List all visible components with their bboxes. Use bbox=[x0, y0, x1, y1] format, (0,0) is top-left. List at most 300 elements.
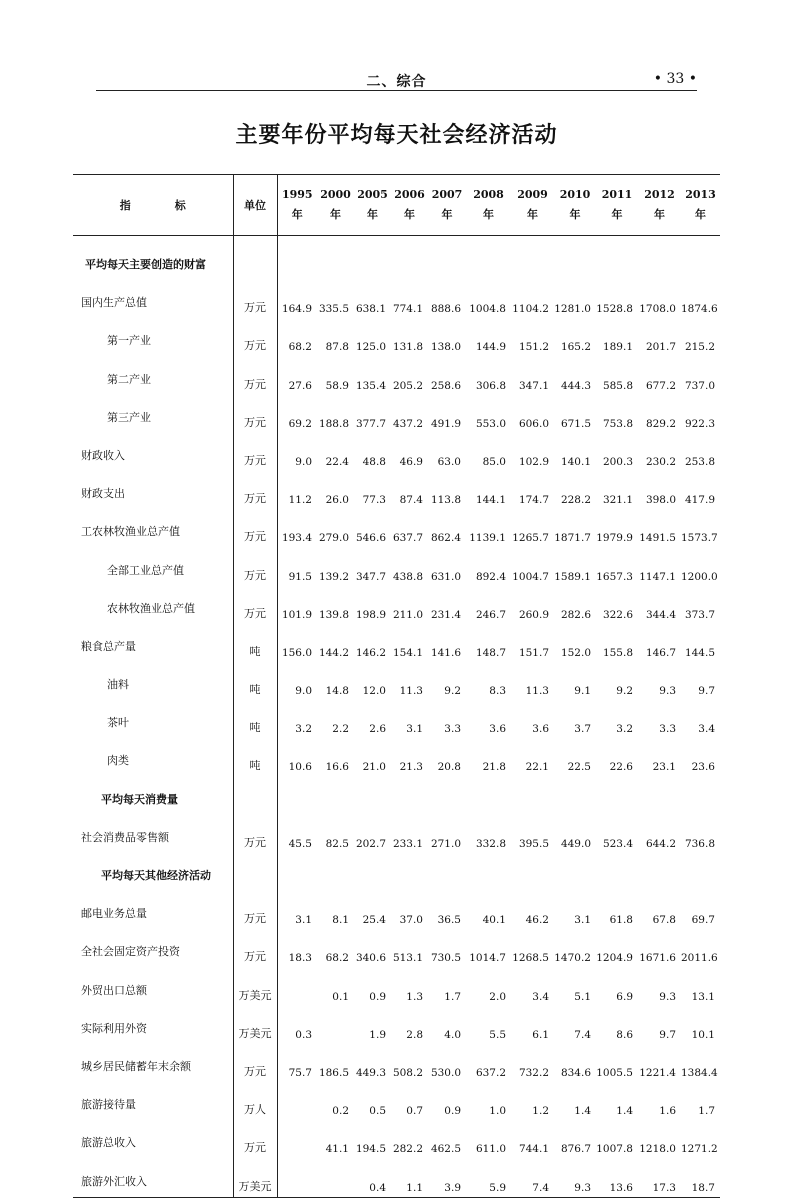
value-cell: 189.1 bbox=[602, 341, 633, 354]
value-cell: 0.1 bbox=[332, 990, 349, 1003]
value-cell: 1014.7 bbox=[469, 952, 506, 965]
indicator-label: 平均每天其他经济活动 bbox=[73, 853, 233, 891]
value-cell: 6.9 bbox=[616, 990, 633, 1003]
value-cell: 753.8 bbox=[602, 417, 633, 430]
section-row bbox=[73, 776, 720, 814]
value-cell: 417.9 bbox=[684, 494, 715, 507]
value-cell: 198.9 bbox=[355, 608, 386, 621]
table-row bbox=[73, 280, 720, 318]
indicator-label: 平均每天主要创造的财富 bbox=[73, 236, 233, 281]
year-suffix: 年 bbox=[367, 208, 378, 221]
value-cell: 1573.7 bbox=[681, 532, 718, 545]
indicator-label: 城乡居民储蓄年末余额 bbox=[73, 1044, 233, 1082]
value-cell bbox=[638, 776, 681, 814]
value-cell: 82.5 bbox=[325, 837, 349, 850]
value-cell: 26.0 bbox=[325, 494, 349, 507]
value-cell: 113.8 bbox=[430, 494, 461, 507]
value-cell: 1979.9 bbox=[596, 532, 633, 545]
value-cell: 77.3 bbox=[362, 494, 386, 507]
value-cell: 736.8 bbox=[684, 837, 715, 850]
value-cell: 139.2 bbox=[318, 570, 349, 583]
value-cell: 437.2 bbox=[392, 417, 423, 430]
value-cell bbox=[466, 776, 511, 814]
value-cell: 1.4 bbox=[574, 1105, 591, 1118]
year-suffix: 年 bbox=[404, 208, 415, 221]
value-cell: 102.9 bbox=[518, 455, 549, 468]
value-cell: 644.2 bbox=[645, 837, 676, 850]
value-cell: 2.6 bbox=[369, 723, 386, 736]
value-cell: 154.1 bbox=[392, 646, 423, 659]
table-row bbox=[73, 1006, 720, 1044]
year-suffix: 年 bbox=[330, 208, 341, 221]
section-title: 二、综合 bbox=[366, 74, 427, 90]
year-header bbox=[428, 175, 466, 236]
value-cell: 246.7 bbox=[475, 608, 506, 621]
value-cell bbox=[354, 236, 391, 281]
value-cell: 10.6 bbox=[288, 761, 312, 774]
value-cell: 18.7 bbox=[681, 1158, 720, 1197]
table-row bbox=[73, 662, 720, 700]
value-cell: 2.0 bbox=[489, 990, 506, 1003]
value-cell: 279.0 bbox=[318, 532, 349, 545]
value-cell: 1104.2 bbox=[512, 303, 549, 316]
value-cell: 3.2 bbox=[616, 723, 633, 736]
value-cell: 46.9 bbox=[399, 455, 423, 468]
value-cell: 347.7 bbox=[355, 570, 386, 583]
value-cell: 449.3 bbox=[355, 1066, 386, 1079]
value-cell: 553.0 bbox=[475, 417, 506, 430]
value-cell bbox=[511, 776, 554, 814]
value-cell: 91.5 bbox=[288, 570, 312, 583]
value-cell bbox=[511, 236, 554, 281]
value-cell: 4.0 bbox=[444, 1028, 461, 1041]
value-cell: 11.3 bbox=[525, 685, 549, 698]
value-cell: 45.5 bbox=[288, 837, 312, 850]
value-cell: 11.3 bbox=[399, 685, 423, 698]
value-cell: 201.7 bbox=[645, 341, 676, 354]
value-cell: 1470.2 bbox=[554, 952, 591, 965]
year-number: 2011 bbox=[601, 188, 633, 201]
value-cell bbox=[354, 776, 391, 814]
year-suffix: 年 bbox=[569, 208, 581, 221]
value-cell bbox=[277, 853, 317, 891]
value-cell: 188.8 bbox=[318, 417, 349, 430]
value-cell: 1.4 bbox=[616, 1105, 633, 1118]
year-number: 2009 bbox=[517, 188, 548, 201]
value-cell: 21.0 bbox=[362, 761, 386, 774]
value-cell: 0.9 bbox=[444, 1105, 461, 1118]
year-suffix: 年 bbox=[441, 208, 453, 221]
year-suffix: 年 bbox=[654, 208, 665, 221]
value-cell bbox=[277, 1082, 317, 1120]
value-cell: 22.5 bbox=[567, 761, 591, 774]
value-cell: 1.7 bbox=[698, 1105, 715, 1118]
value-cell: 444.3 bbox=[560, 379, 591, 392]
year-header bbox=[354, 175, 391, 236]
value-cell: 85.0 bbox=[482, 455, 506, 468]
section-row bbox=[73, 853, 720, 891]
value-cell: 140.1 bbox=[560, 455, 591, 468]
indicator-label: 旅游外汇收入 bbox=[73, 1158, 233, 1197]
value-cell: 13.6 bbox=[596, 1158, 638, 1197]
value-cell: 68.2 bbox=[288, 341, 312, 354]
value-cell: 165.2 bbox=[560, 341, 591, 354]
value-cell: 508.2 bbox=[392, 1066, 423, 1079]
unit-cell bbox=[233, 236, 277, 281]
value-cell: 373.7 bbox=[684, 608, 715, 621]
table-row bbox=[73, 891, 720, 929]
value-cell: 829.2 bbox=[645, 417, 676, 430]
value-cell: 0.4 bbox=[354, 1158, 391, 1197]
value-cell: 1139.1 bbox=[469, 532, 506, 545]
value-cell: 1708.0 bbox=[639, 303, 676, 316]
value-cell: 491.9 bbox=[430, 417, 461, 430]
table-row bbox=[73, 624, 720, 662]
value-cell bbox=[554, 853, 596, 891]
value-cell: 606.0 bbox=[518, 417, 549, 430]
value-cell: 101.9 bbox=[281, 608, 312, 621]
indicator-label: 农林牧渔业总产值 bbox=[73, 586, 233, 624]
table-row bbox=[73, 1082, 720, 1120]
value-cell: 21.3 bbox=[399, 761, 423, 774]
year-header bbox=[596, 175, 638, 236]
year-number: 2012 bbox=[644, 188, 675, 201]
value-cell: 8.1 bbox=[332, 914, 349, 927]
value-cell: 8.6 bbox=[616, 1028, 633, 1041]
value-cell: 3.4 bbox=[532, 990, 549, 1003]
value-cell: 1874.6 bbox=[681, 303, 718, 316]
value-cell: 2.8 bbox=[406, 1028, 423, 1041]
value-cell: 523.4 bbox=[602, 837, 633, 850]
value-cell bbox=[596, 236, 638, 281]
value-cell: 282.2 bbox=[392, 1143, 423, 1156]
value-cell bbox=[354, 853, 391, 891]
unit-cell: 万元 bbox=[233, 433, 277, 471]
value-cell: 1.0 bbox=[489, 1105, 506, 1118]
value-cell: 3.7 bbox=[574, 723, 591, 736]
indicator-label: 第二产业 bbox=[73, 356, 233, 394]
value-cell: 58.9 bbox=[325, 379, 349, 392]
table-row bbox=[73, 738, 720, 776]
table-row bbox=[73, 509, 720, 547]
unit-cell: 吨 bbox=[233, 624, 277, 662]
value-cell: 10.1 bbox=[691, 1028, 715, 1041]
value-cell: 16.6 bbox=[325, 761, 349, 774]
value-cell: 21.8 bbox=[482, 761, 506, 774]
value-cell: 9.3 bbox=[554, 1158, 596, 1197]
value-cell: 2011.6 bbox=[681, 952, 718, 965]
value-cell: 131.8 bbox=[392, 341, 423, 354]
value-cell: 1.2 bbox=[532, 1105, 549, 1118]
value-cell: 144.5 bbox=[684, 646, 715, 659]
indicator-label: 实际利用外资 bbox=[73, 1006, 233, 1044]
value-cell bbox=[391, 853, 428, 891]
value-cell: 737.0 bbox=[684, 379, 715, 392]
value-cell: 1.9 bbox=[369, 1028, 386, 1041]
value-cell: 144.1 bbox=[475, 494, 506, 507]
table-row bbox=[73, 318, 720, 356]
value-cell: 260.9 bbox=[518, 608, 549, 621]
value-cell: 135.4 bbox=[355, 379, 386, 392]
unit-cell: 万元 bbox=[233, 815, 277, 853]
value-cell: 12.0 bbox=[362, 685, 386, 698]
value-cell: 5.1 bbox=[574, 990, 591, 1003]
value-cell bbox=[317, 236, 354, 281]
value-cell: 146.7 bbox=[645, 646, 676, 659]
value-cell: 677.2 bbox=[645, 379, 676, 392]
value-cell: 347.1 bbox=[518, 379, 549, 392]
value-cell: 774.1 bbox=[392, 303, 423, 316]
year-number: 2010 bbox=[559, 188, 591, 201]
value-cell: 638.1 bbox=[355, 303, 386, 316]
unit-cell: 万元 bbox=[233, 547, 277, 585]
value-cell: 0.7 bbox=[406, 1105, 423, 1118]
value-cell bbox=[681, 236, 720, 281]
year-header bbox=[466, 175, 511, 236]
unit-cell: 万元 bbox=[233, 318, 277, 356]
table-row bbox=[73, 433, 720, 471]
value-cell: 41.1 bbox=[325, 1143, 349, 1156]
value-cell: 144.9 bbox=[475, 341, 506, 354]
value-cell: 186.5 bbox=[318, 1066, 349, 1079]
unit-cell: 万美元 bbox=[233, 1006, 277, 1044]
value-cell: 200.3 bbox=[602, 455, 633, 468]
value-cell: 1528.8 bbox=[596, 303, 633, 316]
value-cell: 211.0 bbox=[392, 608, 423, 621]
year-suffix: 年 bbox=[695, 208, 706, 221]
value-cell: 3.3 bbox=[444, 723, 461, 736]
unit-cell: 万元 bbox=[233, 1044, 277, 1082]
year-suffix: 年 bbox=[611, 208, 623, 221]
value-cell: 1004.7 bbox=[512, 570, 549, 583]
value-cell: 1.7 bbox=[444, 990, 461, 1003]
value-cell: 449.0 bbox=[560, 837, 591, 850]
unit-cell: 万元 bbox=[233, 509, 277, 547]
value-cell: 1589.1 bbox=[554, 570, 591, 583]
value-cell: 671.5 bbox=[560, 417, 591, 430]
value-cell: 1265.7 bbox=[512, 532, 549, 545]
value-cell: 9.3 bbox=[659, 990, 676, 1003]
table-row bbox=[73, 700, 720, 738]
indicator-label: 旅游总收入 bbox=[73, 1120, 233, 1158]
value-cell bbox=[277, 1120, 317, 1158]
year-header bbox=[391, 175, 428, 236]
table-row bbox=[73, 547, 720, 585]
value-cell: 155.8 bbox=[602, 646, 633, 659]
value-cell bbox=[638, 853, 681, 891]
value-cell bbox=[466, 236, 511, 281]
year-number: 2013 bbox=[685, 188, 716, 201]
indicator-label: 茶叶 bbox=[73, 700, 233, 738]
value-cell: 398.0 bbox=[645, 494, 676, 507]
value-cell: 1491.5 bbox=[639, 532, 676, 545]
value-cell: 1200.0 bbox=[681, 570, 718, 583]
value-cell: 258.6 bbox=[430, 379, 461, 392]
value-cell: 17.3 bbox=[638, 1158, 681, 1197]
value-cell: 9.2 bbox=[444, 685, 461, 698]
year-header bbox=[277, 175, 317, 236]
value-cell bbox=[277, 967, 317, 1005]
value-cell: 63.0 bbox=[437, 455, 461, 468]
value-cell: 138.0 bbox=[430, 341, 461, 354]
unit-cell: 万元 bbox=[233, 280, 277, 318]
unit-cell: 万元 bbox=[233, 586, 277, 624]
value-cell: 888.6 bbox=[430, 303, 461, 316]
year-header bbox=[511, 175, 554, 236]
value-cell: 151.7 bbox=[518, 646, 549, 659]
value-cell: 546.6 bbox=[355, 532, 386, 545]
value-cell: 202.7 bbox=[355, 837, 386, 850]
value-cell: 231.4 bbox=[430, 608, 461, 621]
value-cell: 3.1 bbox=[406, 723, 423, 736]
page-title: 主要年份平均每天社会经济活动 bbox=[235, 122, 558, 148]
unit-cell: 吨 bbox=[233, 662, 277, 700]
value-cell: 11.2 bbox=[288, 494, 312, 507]
year-number: 2005 bbox=[357, 188, 388, 201]
unit-cell bbox=[233, 776, 277, 814]
value-cell: 1268.5 bbox=[512, 952, 549, 965]
value-cell: 5.9 bbox=[466, 1158, 511, 1197]
table-row bbox=[73, 586, 720, 624]
value-cell: 68.2 bbox=[325, 952, 349, 965]
value-cell: 321.1 bbox=[602, 494, 633, 507]
table-row bbox=[73, 967, 720, 1005]
value-cell: 9.7 bbox=[698, 685, 715, 698]
value-cell bbox=[317, 776, 354, 814]
value-cell: 862.4 bbox=[430, 532, 461, 545]
value-cell: 1004.8 bbox=[469, 303, 506, 316]
value-cell: 233.1 bbox=[392, 837, 423, 850]
value-cell: 27.6 bbox=[288, 379, 312, 392]
unit-cell: 万美元 bbox=[233, 967, 277, 1005]
table-row bbox=[73, 1120, 720, 1158]
value-cell: 395.5 bbox=[518, 837, 549, 850]
section-row bbox=[73, 236, 720, 281]
value-cell: 151.2 bbox=[518, 341, 549, 354]
value-cell: 1871.7 bbox=[554, 532, 591, 545]
value-cell: 1384.4 bbox=[681, 1066, 718, 1079]
value-cell: 174.7 bbox=[518, 494, 549, 507]
value-cell: 377.7 bbox=[355, 417, 386, 430]
indicator-label: 邮电业务总量 bbox=[73, 891, 233, 929]
value-cell: 637.7 bbox=[392, 532, 423, 545]
value-cell: 215.2 bbox=[684, 341, 715, 354]
indicator-label: 粮食总产量 bbox=[73, 624, 233, 662]
value-cell: 7.4 bbox=[511, 1158, 554, 1197]
value-cell: 144.2 bbox=[318, 646, 349, 659]
year-header bbox=[681, 175, 720, 236]
value-cell: 335.5 bbox=[318, 303, 349, 316]
value-cell: 0.2 bbox=[332, 1105, 349, 1118]
value-cell: 3.1 bbox=[295, 914, 312, 927]
year-number: 2000 bbox=[320, 188, 351, 201]
value-cell: 37.0 bbox=[399, 914, 423, 927]
year-header bbox=[554, 175, 596, 236]
value-cell: 9.3 bbox=[659, 685, 676, 698]
value-cell: 530.0 bbox=[430, 1066, 461, 1079]
value-cell: 148.7 bbox=[475, 646, 506, 659]
value-cell: 1147.1 bbox=[639, 570, 676, 583]
unit-cell: 吨 bbox=[233, 700, 277, 738]
indicator-label: 全社会固定资产投资 bbox=[73, 929, 233, 967]
value-cell: 23.1 bbox=[652, 761, 676, 774]
value-cell: 36.5 bbox=[437, 914, 461, 927]
value-cell: 1671.6 bbox=[639, 952, 676, 965]
value-cell: 3.4 bbox=[698, 723, 715, 736]
value-cell: 332.8 bbox=[475, 837, 506, 850]
value-cell: 253.8 bbox=[684, 455, 715, 468]
value-cell: 513.1 bbox=[392, 952, 423, 965]
value-cell: 9.0 bbox=[295, 685, 312, 698]
table-row bbox=[73, 356, 720, 394]
unit-cell: 万美元 bbox=[233, 1158, 277, 1197]
value-cell: 0.3 bbox=[295, 1028, 312, 1041]
indicator-label: 全部工业总产值 bbox=[73, 547, 233, 585]
value-cell: 1657.3 bbox=[596, 570, 633, 583]
value-cell: 194.5 bbox=[355, 1143, 386, 1156]
value-cell: 637.2 bbox=[475, 1066, 506, 1079]
value-cell: 69.2 bbox=[288, 417, 312, 430]
value-cell: 340.6 bbox=[355, 952, 386, 965]
indicator-label: 旅游接待量 bbox=[73, 1082, 233, 1120]
indicator-label: 肉类 bbox=[73, 738, 233, 776]
indicator-label: 财政支出 bbox=[73, 471, 233, 509]
value-cell: 61.8 bbox=[609, 914, 633, 927]
value-cell: 892.4 bbox=[475, 570, 506, 583]
value-cell bbox=[391, 236, 428, 281]
indicator-label: 外贸出口总额 bbox=[73, 967, 233, 1005]
value-cell bbox=[317, 853, 354, 891]
value-cell: 732.2 bbox=[518, 1066, 549, 1079]
value-cell: 3.3 bbox=[659, 723, 676, 736]
table-row bbox=[73, 1158, 720, 1197]
value-cell bbox=[277, 236, 317, 281]
value-cell: 25.4 bbox=[362, 914, 386, 927]
value-cell: 69.7 bbox=[691, 914, 715, 927]
value-cell: 75.7 bbox=[288, 1066, 312, 1079]
indicator-label: 工农林牧渔业总产值 bbox=[73, 509, 233, 547]
value-cell: 730.5 bbox=[430, 952, 461, 965]
indicator-label: 财政收入 bbox=[73, 433, 233, 471]
value-cell: 40.1 bbox=[482, 914, 506, 927]
indicator-label: 社会消费品零售额 bbox=[73, 815, 233, 853]
page-number: • 33 • bbox=[653, 71, 697, 87]
year-number: 2006 bbox=[394, 188, 425, 201]
value-cell: 1007.8 bbox=[596, 1143, 633, 1156]
value-cell: 146.2 bbox=[355, 646, 386, 659]
value-cell: 322.6 bbox=[602, 608, 633, 621]
value-cell: 23.6 bbox=[691, 761, 715, 774]
value-cell: 585.8 bbox=[602, 379, 633, 392]
value-cell: 611.0 bbox=[475, 1143, 506, 1156]
value-cell: 125.0 bbox=[355, 341, 386, 354]
year-number: 1995 bbox=[281, 188, 313, 201]
value-cell: 205.2 bbox=[392, 379, 423, 392]
indicator-label: 第三产业 bbox=[73, 395, 233, 433]
value-cell: 22.4 bbox=[325, 455, 349, 468]
value-cell: 3.2 bbox=[295, 723, 312, 736]
value-cell: 164.9 bbox=[281, 303, 312, 316]
table-body bbox=[73, 236, 720, 1198]
value-cell: 1281.0 bbox=[554, 303, 591, 316]
value-cell: 1204.9 bbox=[596, 952, 633, 965]
value-cell: 139.8 bbox=[318, 608, 349, 621]
value-cell: 67.8 bbox=[652, 914, 676, 927]
indicator-label: 平均每天消费量 bbox=[73, 776, 233, 814]
table-row bbox=[73, 471, 720, 509]
indicator-label: 油料 bbox=[73, 662, 233, 700]
value-cell: 271.0 bbox=[430, 837, 461, 850]
